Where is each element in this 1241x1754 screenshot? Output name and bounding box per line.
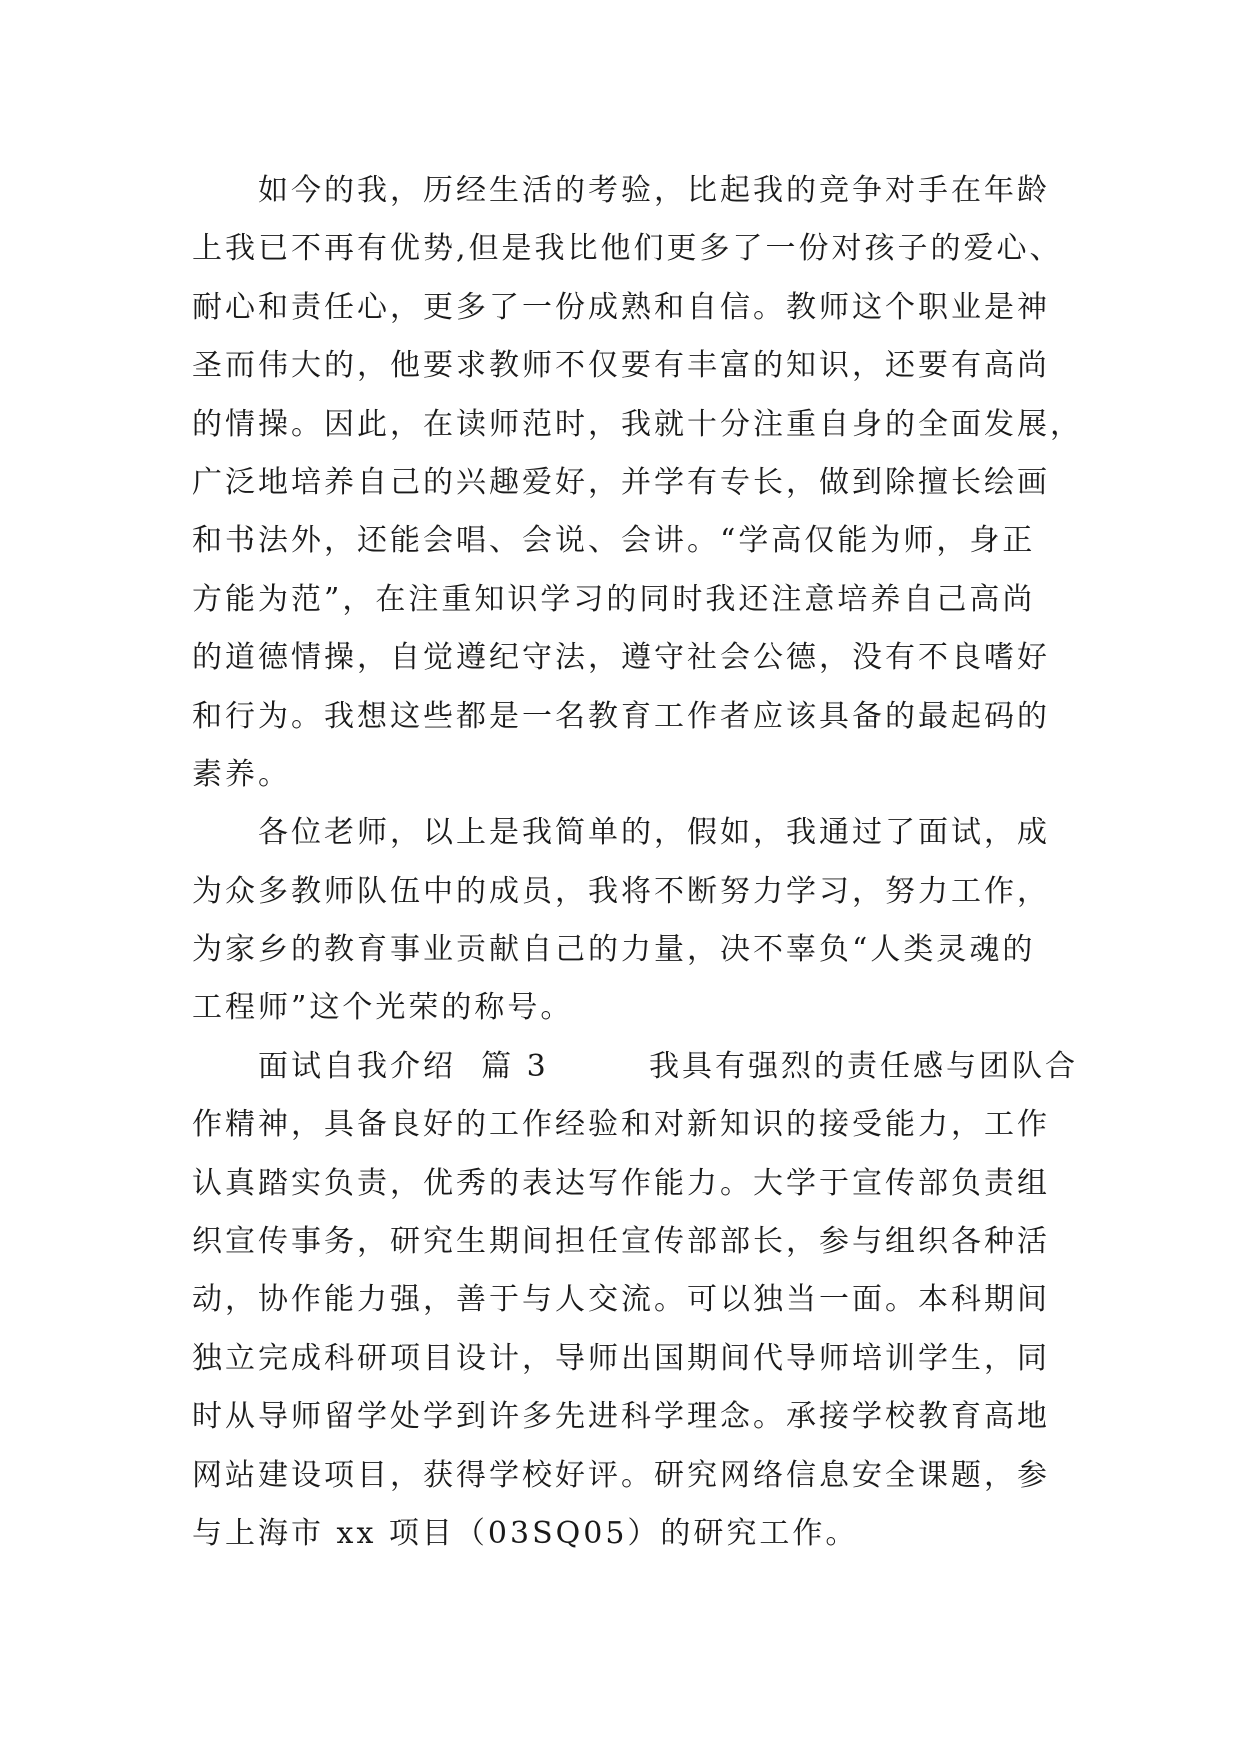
text-line: 的道德情操，自觉遵纪守法，遵守社会公德，没有不良嗜好 [192, 640, 1050, 676]
text-line: 独立完成科研项目设计，导师出国期间代导师培训学生，同 [192, 1340, 1050, 1376]
text-line: 如今的我，历经生活的考验，比起我的竞争对手在年龄 [258, 173, 1050, 208]
paragraph-2 [192, 804, 1092, 1038]
text-line: 各位老师，以上是我简单的，假如，我通过了面试，成 [258, 815, 1050, 851]
document-body [192, 162, 1092, 1563]
text-line: 作精神，具备良好的工作经验和对新知识的接受能力，工作 [192, 1107, 1050, 1143]
text-line: 工程师”这个光荣的称号。 [192, 990, 574, 1026]
text-line: 网站建设项目，获得学校好评。研究网络信息安全课题，参 [192, 1457, 1050, 1493]
text-line: 耐心和责任心，更多了一份成熟和自信。教师这个职业是神 [192, 289, 1050, 325]
text-line: 认真踏实负责，优秀的表达写作能力。大学于宣传部负责组 [192, 1165, 1050, 1201]
text-line: 时从导师留学处学到许多先进科学理念。承接学校教育高地 [192, 1399, 1050, 1435]
text-line: 上我已不再有优势,但是我比他们更多了一份对孩子的爱心、 [192, 231, 1063, 267]
text-line: 素养。 [192, 756, 291, 792]
text-line-with-heading: 面试自我介绍 篇 3 我具有强烈的责任感与团队合 [258, 1048, 1078, 1084]
text-line: 圣而伟大的，他要求教师不仅要有丰富的知识，还要有高尚 [192, 348, 1050, 384]
paragraph-1 [192, 162, 1092, 804]
paragraph-3 [192, 1038, 1092, 1564]
text-line: 的情操。因此，在读师范时，我就十分注重自身的全面发展， [192, 406, 1083, 442]
text-line: 和书法外，还能会唱、会说、会讲。“学高仅能为师，身正 [192, 523, 1036, 559]
text-line: 为家乡的教育事业贡献自己的力量，决不辜负“人类灵魂的 [192, 932, 1036, 968]
text-line: 与上海市 xx 项目（03SQ05）的研究工作。 [192, 1515, 859, 1551]
text-line: 方能为范”，在注重知识学习的同时我还注意培养自己高尚 [192, 581, 1036, 617]
text-line: 和行为。我想这些都是一名教育工作者应该具备的最起码的 [192, 698, 1050, 734]
text-line: 广泛地培养自己的兴趣爱好，并学有专长，做到除擅长绘画 [192, 464, 1050, 500]
text-line: 动，协作能力强，善于与人交流。可以独当一面。本科期间 [192, 1282, 1050, 1318]
text-line: 织宣传事务，研究生期间担任宣传部部长，参与组织各种活 [192, 1224, 1050, 1260]
text-line: 为众多教师队伍中的成员，我将不断努力学习，努力工作， [192, 873, 1050, 909]
